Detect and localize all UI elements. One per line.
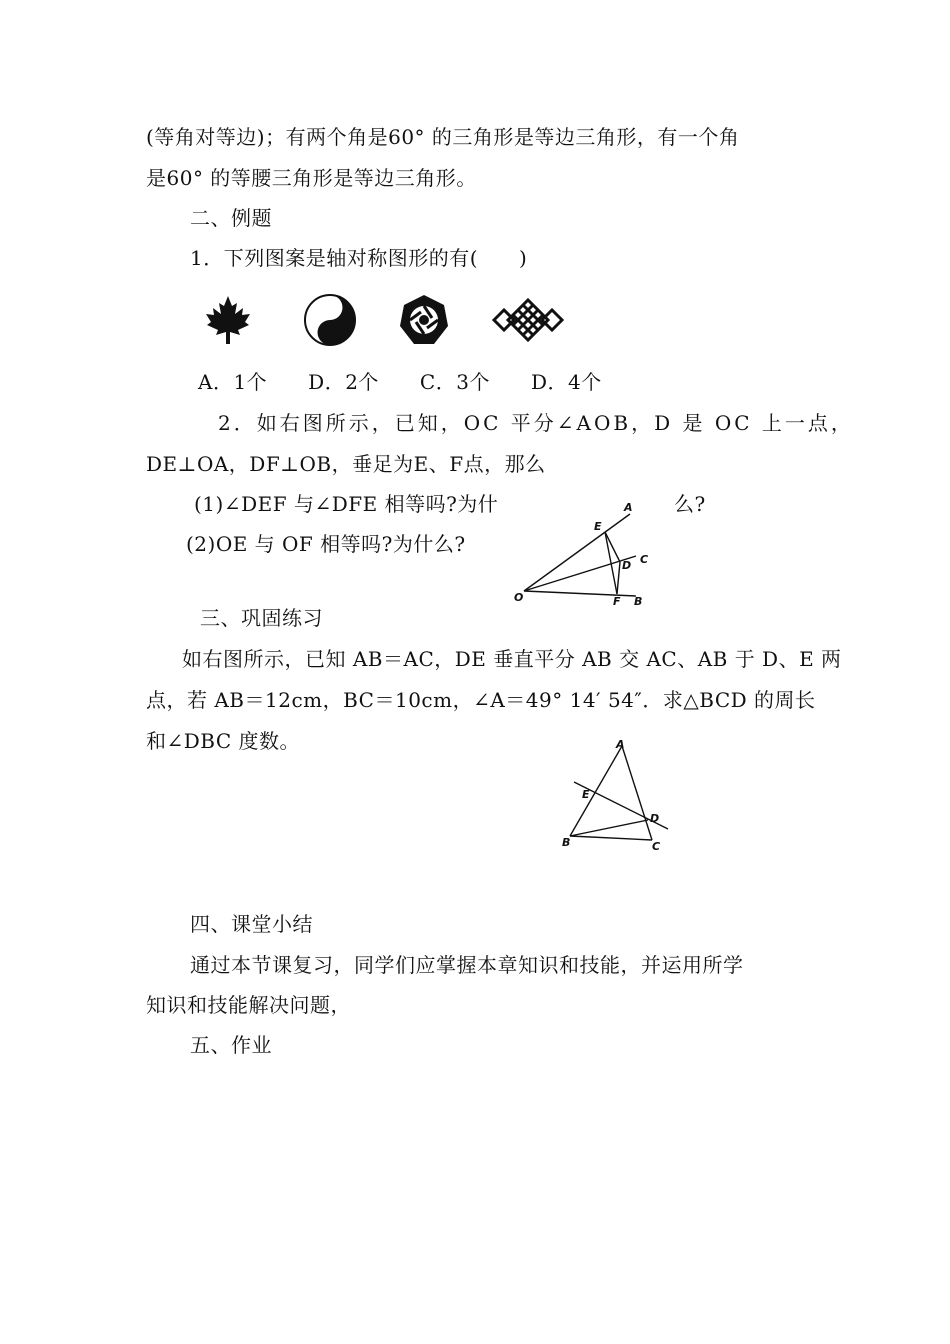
question-2-line-2: DE⊥OA，DF⊥OB，垂足为E、F点，那么 [146, 452, 546, 476]
intro-line-1: (等角对等边)；有两个角是60° 的三角形是等边三角形，有一个角 [146, 125, 740, 149]
fig1-label-e: E [594, 520, 602, 533]
fig2-label-b: B [562, 836, 571, 849]
fig1-label-a: A [624, 501, 633, 514]
practice-line-2: 点，若 AB＝12cm，BC＝10cm，∠A＝49° 14′ 54″．求△BCD 的周长 [146, 688, 816, 712]
section-heading-homework: 五、作业 [190, 1033, 272, 1057]
yin-yang-icon [302, 292, 358, 348]
practice-line-1: 如右图所示，已知 AB＝AC，DE 垂直平分 AB 交 AC、AB 于 D、E 两 [182, 647, 842, 671]
section-heading-summary: 四、课堂小结 [190, 912, 313, 936]
angle-bisector-figure [510, 495, 670, 610]
fig2-label-c: C [652, 840, 661, 853]
question-2-sub-2: (2)OE 与 OF 相等吗?为什么? [186, 532, 466, 556]
question-1-stem: 1．下列图案是轴对称图形的有( ) [190, 246, 528, 270]
chinese-knot-icon [490, 296, 566, 344]
question-2-sub-1-right: 么? [674, 492, 706, 516]
maple-leaf-icon [200, 292, 256, 348]
fig2-label-d: D [650, 812, 660, 825]
summary-line-2: 知识和技能解决问题， [146, 993, 351, 1017]
fig2-label-e: E [582, 788, 590, 801]
summary-line-1: 通过本节课复习，同学们应掌握本章知识和技能，并运用所学 [190, 953, 744, 977]
fig1-label-d: D [622, 559, 632, 572]
fig1-label-b: B [634, 595, 643, 608]
practice-line-3: 和∠DBC 度数。 [146, 729, 301, 753]
question-2-sub-1-left: (1)∠DEF 与∠DFE 相等吗?为什 [194, 492, 499, 516]
camera-aperture-icon [396, 292, 452, 348]
question-1-options: A．1个 D．2个 C．3个 D．4个 [198, 370, 602, 394]
isosceles-triangle-figure [560, 738, 680, 853]
section-heading-practice: 三、巩固练习 [200, 606, 323, 630]
intro-line-2: 是60° 的等腰三角形是等边三角形。 [146, 166, 477, 190]
fig1-label-c: C [640, 553, 649, 566]
fig2-label-a: A [616, 738, 625, 751]
fig1-label-f: F [613, 595, 621, 608]
fig1-label-o: O [514, 591, 524, 604]
section-heading-examples: 二、例题 [190, 206, 272, 230]
question-2-line-1: 2．如右图所示，已知，OC 平分∠AOB，D 是 OC 上一点， [218, 411, 854, 435]
